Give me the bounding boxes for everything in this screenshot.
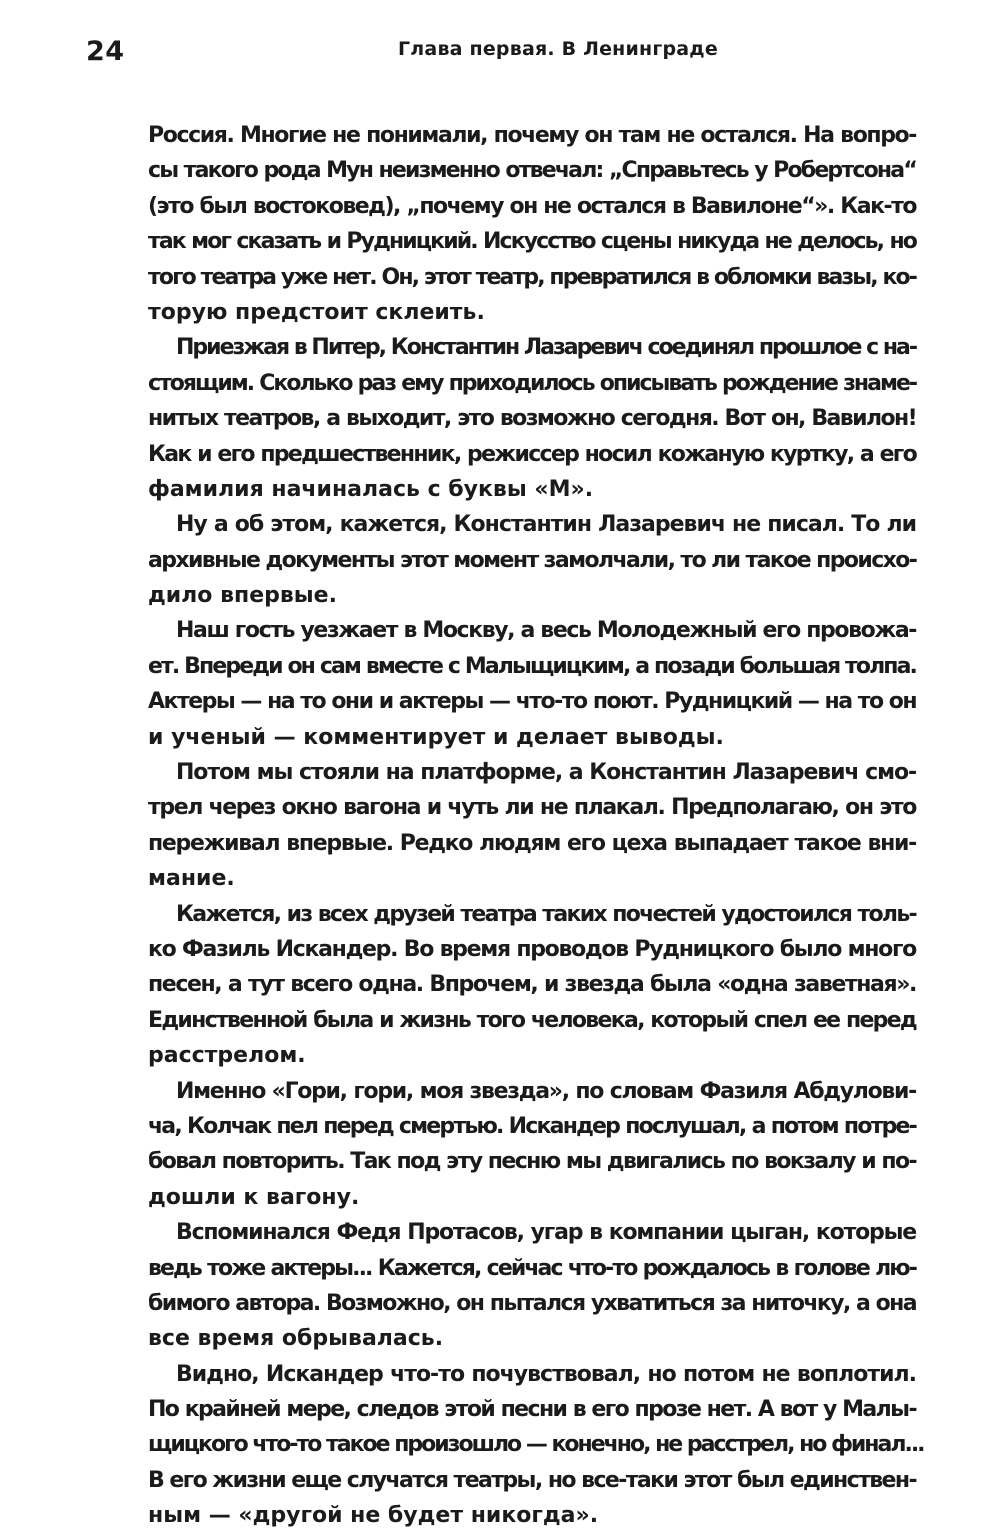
text-line: песен, а тут всего одна. Впрочем, и звезда была «одна заветная». (148, 972, 916, 998)
text-line: дило впервые. (148, 583, 337, 609)
text-line: Кажется, из всех друзей театра таких почестей удостоился толь- (176, 901, 916, 927)
text-line: По крайней мере, следов этой песни в его прозе нет. А вот у Малы- (148, 1397, 916, 1423)
text-line: расстрелом. (148, 1043, 306, 1069)
text-line: щицкого что-то такое произошло — конечно, не расстрел, но финал... (148, 1432, 924, 1458)
text-line: дошли к вагону. (148, 1184, 360, 1210)
text-line: стоящим. Сколько раз ему приходилось описывать рождение знаме- (148, 370, 916, 396)
text-line: Россия. Многие не понимали, почему он там не остался. На вопро- (148, 123, 916, 148)
text-line: Потом мы стояли на платформе, а Константин Лазаревич смо- (176, 760, 916, 786)
text-line: Именно «Гори, гори, моя звезда», по словам Фазиля Абдулови- (176, 1078, 916, 1104)
text-line: торую предстоит склеить. (148, 299, 485, 325)
text-line: В его жизни еще случатся театры, но все-таки этот был единствен- (148, 1467, 916, 1493)
text-line: ведь тоже актеры... Кажется, сейчас что-то рождалось в голове лю- (148, 1255, 916, 1281)
text-line: того театра уже нет. Он, этот театр, превратился в обломки вазы, ко- (148, 264, 916, 290)
text-line: ко Фазиль Искандер. Во время проводов Рудницкого было много (148, 936, 916, 962)
text-line: фамилия начиналась с буквы «М». (148, 476, 594, 502)
text-line: нитых театров, а выходит, это возможно сегодня. Вот он, Вавилон! (148, 406, 916, 432)
text-line: ным — «другой не будет никогда». (148, 1503, 599, 1529)
text-line: (это был востоковед), „почему он не остался в Вавилоне“». Как-то (148, 193, 916, 219)
text-line: сы такого рода Мун неизменно отвечал: „Справьтесь у Робертсона“ (148, 158, 916, 184)
text-line: Наш гость уезжает в Москву, а весь Молодежный его провожа- (176, 618, 916, 644)
text-line: бовал повторить. Так под эту песню мы двигались по вокзалу и по- (148, 1149, 916, 1175)
text-line: Видно, Искандер что-то почувствовал, но потом не воплотил. (176, 1361, 916, 1387)
text-line: Актеры — на то они и актеры — что-то поют. Рудницкий — на то он (148, 689, 917, 715)
text-line: переживал впервые. Редко людям его цеха выпадает такое вни- (148, 830, 916, 856)
text-line: ет. Впереди он сам вместе с Малыщицким, а позади большая толпа. (148, 653, 916, 679)
text-line: так мог сказать и Рудницкий. Искусство сцены никуда не делось, но (148, 229, 916, 255)
text-line: мание. (148, 866, 235, 892)
running-head: Глава первая. В Ленинграде (398, 38, 718, 60)
text-line: и ученый — комментирует и делает выводы. (148, 724, 724, 750)
text-line: Ну а об этом, кажется, Константин Лазаревич не писал. То ли (176, 512, 916, 538)
text-line: бимого автора. Возможно, он пытался ухватиться за ниточку, а она (148, 1290, 916, 1316)
page-number: 24 (86, 36, 125, 67)
text-line: Как и его предшественник, режиссер носил кожаную куртку, а его (148, 441, 916, 467)
text-line: Приезжая в Питер, Константин Лазаревич соединял прошлое с на- (176, 335, 916, 361)
text-line: все время обрывалась. (148, 1326, 444, 1352)
text-line: ча, Колчак пел перед смертью. Искандер послушал, а потом потре- (148, 1113, 916, 1139)
body-text (148, 118, 924, 1534)
text-line: архивные документы этот момент замолчали, то ли такое происхо- (148, 547, 917, 573)
text-line: Вспоминался Федя Протасов, угар в компании цыган, которые (176, 1220, 916, 1246)
text-line: трел через окно вагона и чуть ли не плакал. Предполагаю, он это (148, 795, 916, 821)
text-line: Единственной была и жизнь того человека, который спел ее перед (148, 1007, 916, 1033)
